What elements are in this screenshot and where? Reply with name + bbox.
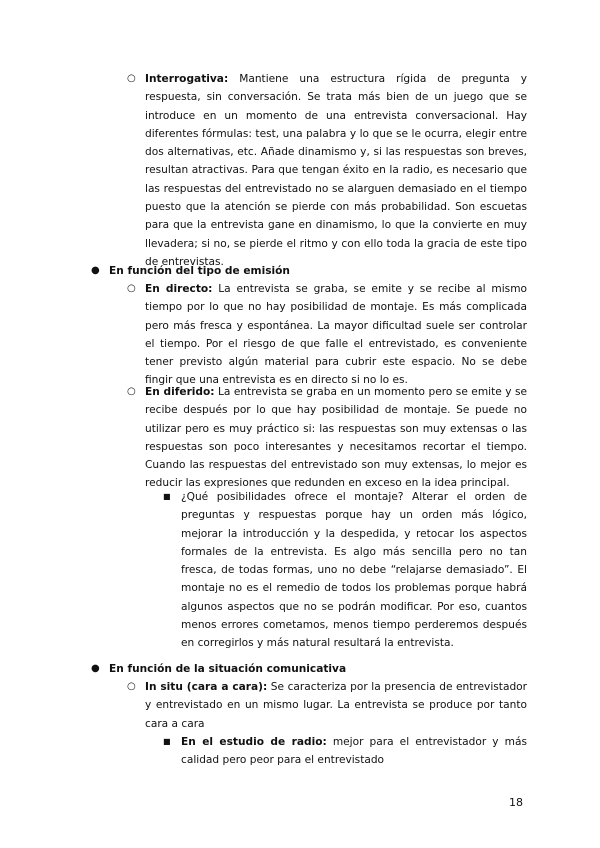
estudio-label: En el estudio de radio: bbox=[181, 736, 327, 748]
diferido-label: En diferido: bbox=[145, 386, 215, 398]
square-bullet: ■ bbox=[163, 492, 171, 501]
interrogativa-text: Mantiene una estructura rígida de pregunta y respuesta, sin conversación. Se trata más bien de un juego que se introduce en un momento de una entrevista conversacional. Hay diferentes fórmulas: test, una palabra y lo que se le ocurra, elegir entre dos alternativas, etc. Añade dinamismo y, si las respuestas son breves, resultan atractivas. Para que tengan éxito en la radio, es necesario que las respuestas del entrevistado no se alarguen demasiado en el tiempo puesto que la atención se pierde con más probabilidad. Son escuetas para que la entrevista gane en dinamismo, lo que la convierte en muy llevadera; si no, se pierde el ritmo y con ello toda la gracia de este tipo de entrevistas. bbox=[145, 73, 527, 268]
interrogativa-label: Interrogativa: bbox=[145, 73, 229, 85]
diferido-text: La entrevista se graba en un momento pero se emite y se recibe después por lo que hay posibilidad de montaje. Se puede no utilizar pero es muy práctico si: las respuestas son muy extensas o las respuestas son poco interesantes y necesitamos recortar el tiempo. Cuando las respuestas del entrevistado son muy extensas, lo mejor es reducir las expresiones que redunden en exceso en la idea principal. bbox=[145, 386, 527, 490]
square-bullet: ■ bbox=[163, 737, 171, 746]
directo-text: La entrevista se graba, se emite y se recibe al mismo tiempo por lo que no hay posibilidad de montaje. Es más complicada pero más fresca y espontánea. La mayor dificultad suele ser controlar el tiempo. Por el riesgo de que falle el entrevistado, es conveniente tener previsto algún material para cubrir este espacio. No se debe fingir que una entrevista es en directo si no lo es. bbox=[145, 283, 528, 387]
circle-bullet: ○ bbox=[127, 283, 136, 294]
estudio-paragraph bbox=[181, 733, 527, 770]
circle-bullet: ○ bbox=[127, 681, 136, 692]
diferido-paragraph bbox=[145, 383, 527, 493]
section-heading-emision: En función del tipo de emisión bbox=[109, 265, 290, 277]
page-number: 18 bbox=[509, 796, 523, 809]
disc-bullet: ● bbox=[91, 265, 100, 276]
directo-label: En directo: bbox=[145, 283, 213, 295]
disc-bullet: ● bbox=[91, 663, 100, 674]
interrogativa-paragraph bbox=[145, 70, 527, 271]
directo-paragraph bbox=[145, 280, 527, 390]
section-heading-situacion: En función de la situación comunicativa bbox=[109, 663, 347, 675]
in-situ-paragraph bbox=[145, 678, 527, 733]
in-situ-label: In situ (cara a cara): bbox=[145, 681, 268, 693]
estudio-text: mejor para el entrevistador y más calidad pero peor para el entrevistado bbox=[181, 736, 527, 767]
circle-bullet: ○ bbox=[127, 386, 136, 397]
in-situ-text: Se caracteriza por la presencia de entrevistador y entrevistado en un mismo lugar. La entrevista se produce por tanto cara a cara bbox=[145, 681, 528, 730]
montaje-paragraph: ¿Qué posibilidades ofrece el montaje? Alterar el orden de preguntas y respuestas porque hay un orden más lógico, mejorar la introducción y la despedida, y retocar los aspectos formales de la entrevista. Es algo más sencilla pero no tan fresca, de todas formas, uno no debe “relajarse demasiado”. El montaje no es el remedio de todos los problemas porque habrá algunos aspectos que no se podrán modificar. Por eso, cuantos menos errores cometamos, menos tiempo perderemos después en corregirlos y más natural resultará la entrevista. bbox=[181, 491, 527, 650]
circle-bullet: ○ bbox=[127, 73, 136, 84]
